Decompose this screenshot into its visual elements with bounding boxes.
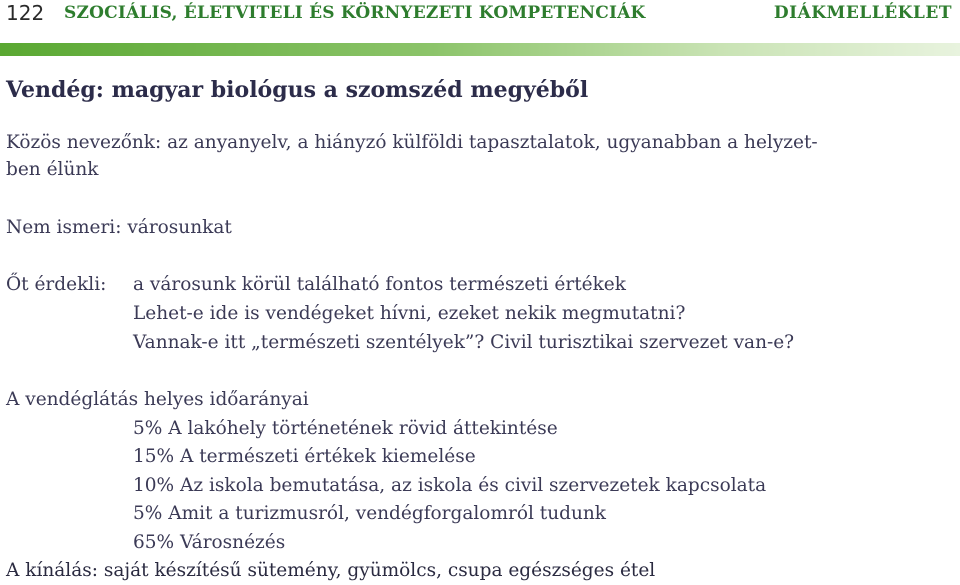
common-ground-line-2: ben élünk bbox=[6, 159, 99, 180]
does-not-know-line: Nem ismeri: városunkat bbox=[6, 217, 232, 238]
question-line-1: Lehet-e ide is vendégeket hívni, ezeket nekik megmutatni? bbox=[133, 303, 686, 324]
offer-line: A kínálás: saját készítésű sütemény, gyümölcs, csupa egészséges étel bbox=[6, 560, 656, 581]
appendix-label: DIÁKMELLÉKLET bbox=[773, 3, 952, 23]
proportion-item: 5% A lakóhely történetének rövid áttekintése bbox=[133, 418, 558, 439]
interested-text: a városunk körül található fontos természeti értékek bbox=[133, 274, 626, 295]
question-line-2: Vannak-e itt „természeti szentélyek”? Civil turisztikai szervezet van-e? bbox=[133, 332, 795, 353]
proportions-heading: A vendéglátás helyes időarányai bbox=[6, 389, 309, 410]
proportion-item: 5% Amit a turizmusról, vendégforgalomról tudunk bbox=[133, 503, 606, 524]
document-title: Vendég: magyar biológus a szomszéd megyéből bbox=[6, 77, 589, 103]
header-divider-bar bbox=[0, 43, 960, 56]
section-title: SZOCIÁLIS, ÉLETVITELI ÉS KÖRNYEZETI KOMPETENCIÁK bbox=[64, 3, 646, 23]
proportion-item: 15% A természeti értékek kiemelése bbox=[133, 446, 476, 467]
page-number: 122 bbox=[6, 1, 45, 25]
interested-label: Őt érdekli: bbox=[6, 274, 107, 295]
common-ground-line-1: Közös nevezőnk: az anyanyelv, a hiányzó külföldi tapasztalatok, ugyanabban a helyzet- bbox=[6, 132, 818, 153]
proportion-item: 10% Az iskola bemutatása, az iskola és civil szervezetek kapcsolata bbox=[133, 475, 767, 496]
page-header bbox=[0, 0, 960, 32]
proportion-item: 65% Városnézés bbox=[133, 532, 286, 553]
